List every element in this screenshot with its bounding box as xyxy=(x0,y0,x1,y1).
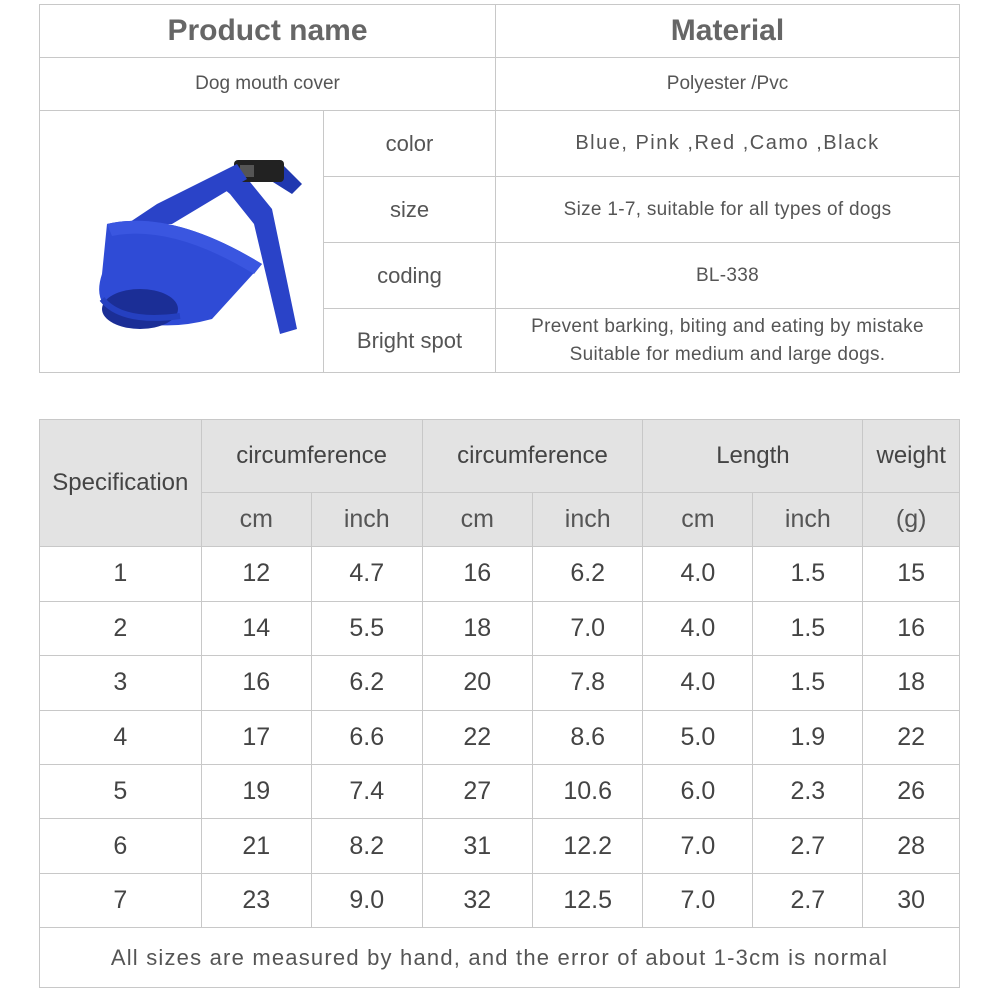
measurement-note: All sizes are measured by hand, and the error of about 1-3cm is normal xyxy=(40,928,960,988)
measurement-cell: 18 xyxy=(863,656,960,710)
measurement-cell: 1.5 xyxy=(753,656,863,710)
measurement-cell: 2.7 xyxy=(753,873,863,928)
measurement-cell: 18 xyxy=(422,601,532,655)
measurement-cell: 6.2 xyxy=(532,547,643,601)
measurement-cell: 7.0 xyxy=(643,873,753,928)
measurement-cell: 8.2 xyxy=(312,819,423,873)
size-number-cell: 5 xyxy=(40,764,202,818)
table-row xyxy=(40,873,960,928)
measurement-cell: 7.8 xyxy=(532,656,643,710)
table-row xyxy=(40,656,960,710)
group-header-length: Length xyxy=(643,420,863,493)
measurement-cell: 19 xyxy=(201,764,311,818)
measurement-cell: 15 xyxy=(863,547,960,601)
measurement-cell: 4.0 xyxy=(643,547,753,601)
measurement-cell: 1.5 xyxy=(753,601,863,655)
measurement-cell: 5.5 xyxy=(312,601,423,655)
size-number-cell: 7 xyxy=(40,873,202,928)
coding-label: coding xyxy=(324,243,496,309)
measurement-cell: 4.0 xyxy=(643,601,753,655)
measurement-cell: 4.7 xyxy=(312,547,423,601)
measurement-cell: 21 xyxy=(201,819,311,873)
measurement-cell: 12.5 xyxy=(532,873,643,928)
measurement-cell: 8.6 xyxy=(532,710,643,764)
measurement-cell: 10.6 xyxy=(532,764,643,818)
measurement-cell: 17 xyxy=(201,710,311,764)
bright-spot-line-2: Suitable for medium and large dogs. xyxy=(569,343,886,365)
measurement-cell: 30 xyxy=(863,873,960,928)
measurement-cell: 12 xyxy=(201,547,311,601)
measurement-cell: 12.2 xyxy=(532,819,643,873)
unit-header: inch xyxy=(312,492,423,546)
bright-spot-label: Bright spot xyxy=(324,309,496,373)
product-name-value: Dog mouth cover xyxy=(40,58,496,111)
unit-header: cm xyxy=(643,492,753,546)
measurement-cell: 9.0 xyxy=(312,873,423,928)
measurement-cell: 1.5 xyxy=(753,547,863,601)
size-number-cell: 6 xyxy=(40,819,202,873)
measurement-cell: 22 xyxy=(863,710,960,764)
group-header-circumference-1: circumference xyxy=(201,420,422,493)
unit-header: cm xyxy=(422,492,532,546)
size-value: Size 1-7, suitable for all types of dogs xyxy=(496,177,960,243)
unit-header: inch xyxy=(753,492,863,546)
size-number-cell: 3 xyxy=(40,656,202,710)
measurement-cell: 2.3 xyxy=(753,764,863,818)
unit-header: inch xyxy=(532,492,643,546)
measurement-cell: 5.0 xyxy=(643,710,753,764)
unit-header: cm xyxy=(201,492,311,546)
color-label: color xyxy=(324,111,496,177)
measurement-cell: 16 xyxy=(201,656,311,710)
group-header-circumference-2: circumference xyxy=(422,420,643,493)
product-image-cell xyxy=(40,111,324,373)
material-header: Material xyxy=(496,5,960,58)
measurement-cell: 16 xyxy=(422,547,532,601)
measurement-cell: 7.0 xyxy=(643,819,753,873)
measurement-cell: 28 xyxy=(863,819,960,873)
specification-header: Specification xyxy=(40,420,202,547)
measurement-cell: 7.4 xyxy=(312,764,423,818)
coding-value: BL-338 xyxy=(496,243,960,309)
size-spec-table xyxy=(39,419,960,988)
measurement-cell: 16 xyxy=(863,601,960,655)
table-row xyxy=(40,819,960,873)
measurement-cell: 1.9 xyxy=(753,710,863,764)
product-info-table xyxy=(39,4,960,373)
measurement-cell: 6.6 xyxy=(312,710,423,764)
table-row xyxy=(40,764,960,818)
measurement-cell: 26 xyxy=(863,764,960,818)
size-number-cell: 4 xyxy=(40,710,202,764)
dog-muzzle-icon xyxy=(62,124,302,354)
measurement-cell: 32 xyxy=(422,873,532,928)
measurement-cell: 31 xyxy=(422,819,532,873)
measurement-cell: 7.0 xyxy=(532,601,643,655)
bright-spot-line-1: Prevent barking, biting and eating by mistake xyxy=(531,315,924,337)
size-number-cell: 1 xyxy=(40,547,202,601)
group-header-weight: weight xyxy=(863,420,960,493)
measurement-cell: 2.7 xyxy=(753,819,863,873)
material-value: Polyester /Pvc xyxy=(496,58,960,111)
measurement-cell: 6.2 xyxy=(312,656,423,710)
bright-spot-value xyxy=(496,309,960,373)
measurement-cell: 20 xyxy=(422,656,532,710)
table-row xyxy=(40,601,960,655)
color-value: Blue, Pink ,Red ,Camo ,Black xyxy=(496,111,960,177)
measurement-cell: 14 xyxy=(201,601,311,655)
table-row xyxy=(40,710,960,764)
table-row xyxy=(40,547,960,601)
size-number-cell: 2 xyxy=(40,601,202,655)
measurement-cell: 22 xyxy=(422,710,532,764)
measurement-cell: 6.0 xyxy=(643,764,753,818)
unit-header: (g) xyxy=(863,492,960,546)
measurement-cell: 23 xyxy=(201,873,311,928)
measurement-cell: 4.0 xyxy=(643,656,753,710)
product-name-header: Product name xyxy=(40,5,496,58)
measurement-cell: 27 xyxy=(422,764,532,818)
size-label: size xyxy=(324,177,496,243)
